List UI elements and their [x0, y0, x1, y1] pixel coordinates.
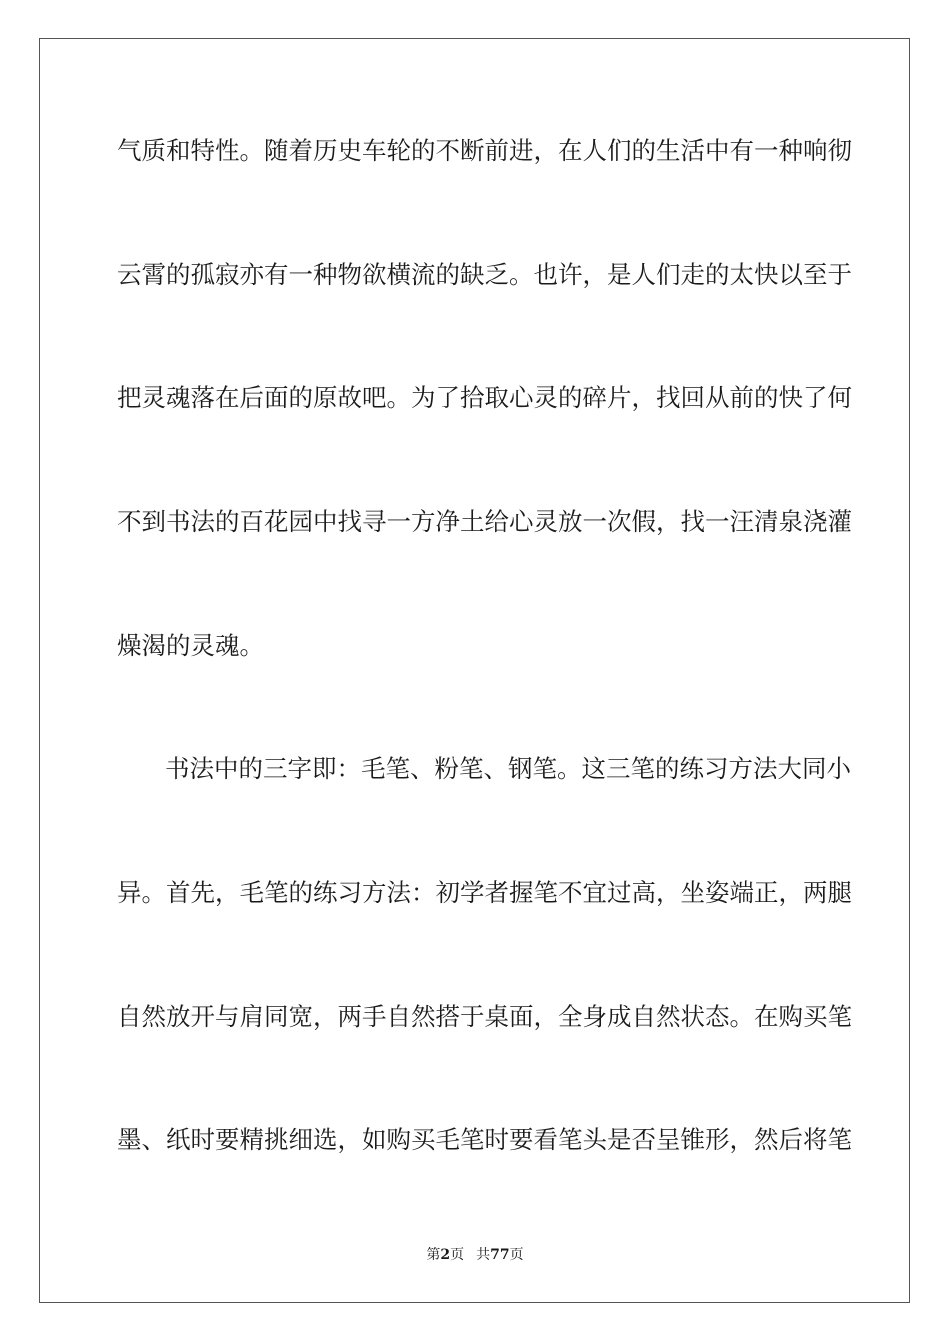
text-line-1: 气质和特性。随着历史车轮的不断前进，在人们的生活中有一种响彻 [117, 136, 852, 165]
text-line-4: 不到书法的百花园中找寻一方净土给心灵放一次假，找一汪清泉浇灌 [117, 507, 852, 536]
text-line-2: 云霄的孤寂亦有一种物欲横流的缺乏。也许，是人们走的太快以至于 [117, 260, 852, 289]
text-line-7: 异。首先，毛笔的练习方法：初学者握笔不宜过高，坐姿端正，两腿 [117, 878, 852, 907]
text-line-8: 自然放开与肩同宽，两手自然搭于桌面，全身成自然状态。在购买笔 [117, 1002, 852, 1031]
text-line-3: 把灵魂落在后面的原故吧。为了拾取心灵的碎片，找回从前的快了何 [117, 383, 852, 412]
footer-total-prefix: 共 [476, 1247, 491, 1263]
page-footer [0, 1244, 950, 1264]
text-line-5: 燥渴的灵魂。 [117, 631, 264, 660]
text-line-6: 书法中的三字即：毛笔、粉笔、钢笔。这三笔的练习方法大同小 [165, 754, 851, 783]
footer-page-prefix: 第 [426, 1247, 441, 1263]
footer-total-pages: 77 [490, 1247, 510, 1263]
footer-page-suffix: 页 [450, 1247, 465, 1263]
footer-total-suffix: 页 [509, 1247, 524, 1263]
footer-page-number: 2 [440, 1247, 451, 1263]
page-border [39, 38, 910, 1303]
text-line-9: 墨、纸时要精挑细选，如购买毛笔时要看笔头是否呈锥形，然后将笔 [117, 1125, 852, 1154]
